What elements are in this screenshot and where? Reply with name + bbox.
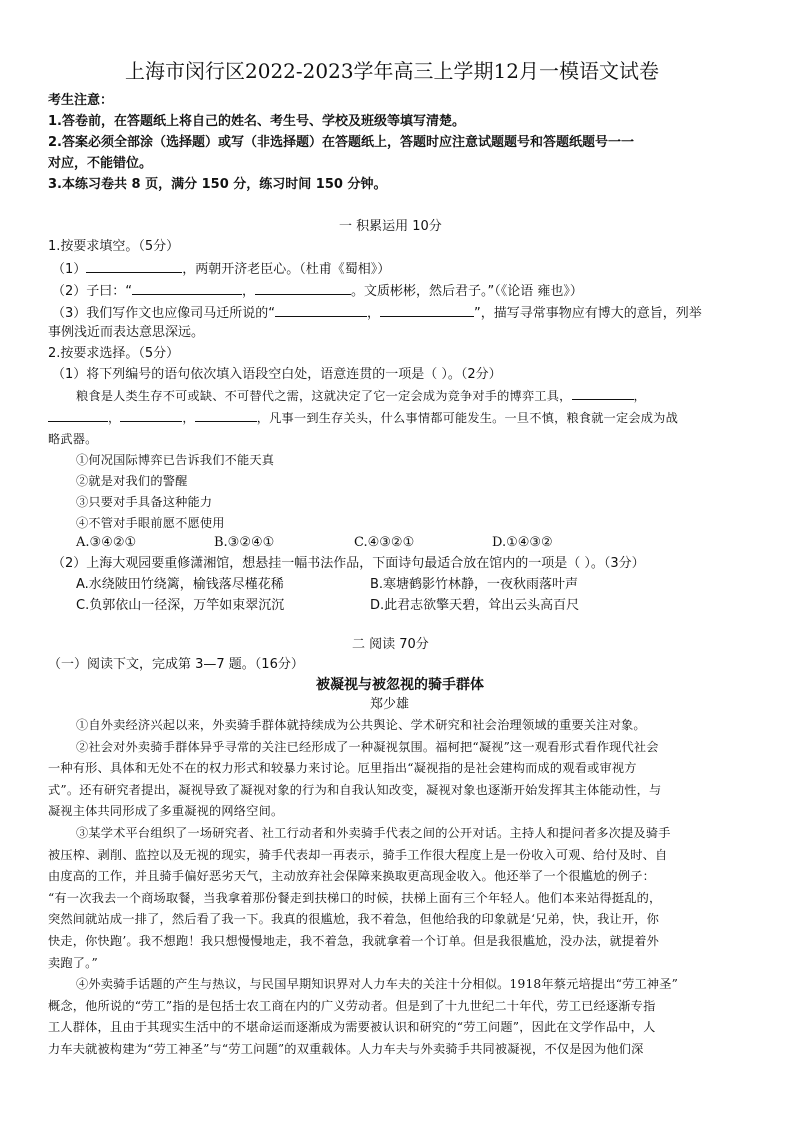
choice-c[interactable]: C.④③②① bbox=[354, 535, 415, 550]
passage-text: 粮食是人类生存不可或缺、不可替代之需，这就决定了它一定会成为竞争对手的博弈工具， bbox=[76, 389, 572, 403]
page-title: 上海市闵行区2022-2023学年高三上学期12月一模语文试卷 bbox=[125, 59, 660, 83]
q1-3-mid: ， bbox=[367, 306, 381, 321]
answer-blank[interactable] bbox=[380, 304, 474, 317]
answer-blank[interactable] bbox=[275, 304, 367, 317]
poem-choice-d[interactable]: D.此君志欲擎天碧，耸出云头高百尺 bbox=[370, 598, 580, 613]
article-line: 式”。还有研究者提出，凝视导致了凝视对象的行为和自我认知改变，凝视对象也逐渐开始发挥其主体能动性，与 bbox=[48, 783, 662, 797]
answer-blank[interactable] bbox=[255, 282, 351, 295]
article-line: ③某学术平台组织了一场研究者、社工行动者和外卖骑手代表之间的公开对话。主持人和提问者多次提及骑手 bbox=[76, 826, 671, 840]
article-line: 快走，你快跑’。我不想跑！我只想慢慢地走，我不着急，我就拿着一个订单。但是我很尴尬，没办法，就提着外 bbox=[48, 934, 660, 948]
passage-blank bbox=[120, 409, 182, 422]
question-1-2 bbox=[52, 282, 583, 301]
passage-text: ，凡事一到生存关头，什么事情都可能发生。一旦不慎，粮食就一定会成为战 bbox=[256, 411, 678, 425]
q1-1-suffix: ，两朝开济老臣心。（杜甫《蜀相》） bbox=[182, 262, 391, 277]
passage-line-3: 略武器。 bbox=[48, 432, 98, 446]
question-1-3-cont: 事例浅近而表达意思深远。 bbox=[48, 325, 205, 340]
question-1-3 bbox=[52, 304, 702, 323]
notice-heading: 考生注意： bbox=[48, 93, 114, 108]
question-2-2: （2）上海大观园要重修潇湘馆，想悬挂一幅书法作品，下面诗句最适合放在馆内的一项是（ ）。（3分） bbox=[52, 556, 645, 571]
poem-choice-a[interactable]: A.水绕陂田竹绕篱，榆钱落尽槿花稀 bbox=[76, 577, 284, 592]
article-line: ④外卖骑手话题的产生与热议，与民国早期知识界对人力车夫的关注十分相似。1918年蔡元培提出“劳工神圣” bbox=[76, 977, 679, 991]
section-2-heading: 二 阅读 70分 bbox=[352, 637, 429, 652]
poem-choice-b[interactable]: B.寒塘鹤影竹林静，一夜秋雨落叶声 bbox=[370, 577, 579, 592]
option-2: ②就是对我们的警醒 bbox=[76, 474, 188, 488]
notice-item-2: 2.答案必须全部涂（选择题）或写（非选择题）在答题纸上，答题时应注意试题题号和答题纸题号一一 bbox=[48, 135, 634, 150]
article-line: ①自外卖经济兴起以来，外卖骑手群体就持续成为公共舆论、学术研究和社会治理领域的重要关注对象。 bbox=[76, 718, 646, 732]
article-line: 被压榨、剥削、监控以及无视的现实，骑手代表却一再表示，骑手工作很大程度上是一份收入可观、给付及时、自 bbox=[48, 848, 668, 862]
choice-b[interactable]: B.③②④① bbox=[214, 535, 275, 550]
article-line: “有一次我去一个商场取餐，当我拿着那份餐走到扶梯口的时候，扶梯上面有三个年轻人。他们本来站得挺乱的， bbox=[48, 891, 662, 905]
article-line: ②社会对外卖骑手群体异乎寻常的关注已经形成了一种凝视氛围。福柯把“凝视”这一观看形式看作现代社会 bbox=[76, 740, 659, 754]
passage-blank bbox=[195, 409, 257, 422]
article-title: 被凝视与被忽视的骑手群体 bbox=[316, 677, 484, 693]
option-1: ①何况国际博弈已告诉我们不能天真 bbox=[76, 453, 275, 467]
q1-2-mid: ， bbox=[242, 284, 256, 299]
reading-intro: （一）阅读下文，完成第 3—7 题。（16分） bbox=[48, 657, 304, 672]
poem-choice-c[interactable]: C.负郭依山一径深，万竿如束翠沉沉 bbox=[76, 598, 285, 613]
article-line: 由度高的工作，并且骑手偏好恶劣天气，主动放弃社会保障来换取更高现金收入。他还举了一个很尴尬的例子： bbox=[48, 869, 655, 883]
article-line: 卖跑了。” bbox=[48, 956, 98, 970]
question-2: 2.按要求选择。（5分） bbox=[48, 346, 180, 361]
article-line: 一种有形、具体和无处不在的权力形式和较暴力来讨论。厄里指出“凝视指的是社会建构而成的观看或审视方 bbox=[48, 761, 637, 775]
choice-a[interactable]: A.③④②① bbox=[76, 535, 137, 550]
passage-comma: ， bbox=[633, 389, 646, 403]
article-line: 工人群体，且由于其现实生活中的不堪命运而逐渐成为需要被认识和研究的“劳工问题”，因此在文学作品中，人 bbox=[48, 1020, 656, 1034]
answer-blank[interactable] bbox=[132, 282, 242, 295]
section-1-heading: 一 积累运用 10分 bbox=[339, 219, 442, 234]
q1-3-prefix: （3）我们写作文也应像司马迁所说的“ bbox=[52, 306, 276, 321]
article-line: 力车夫就被构建为“劳工神圣”与“劳工问题”的双重载体。人力车夫与外卖骑手共同被凝视，不仅是因为他们深 bbox=[48, 1042, 644, 1056]
q1-1-prefix: （1） bbox=[52, 262, 87, 277]
q1-2-suffix: 。文质彬彬，然后君子。”（《论语 雍也》） bbox=[351, 284, 583, 299]
passage-blank bbox=[572, 387, 634, 400]
passage-line-2 bbox=[48, 409, 678, 427]
question-1: 1.按要求填空。（5分） bbox=[48, 239, 180, 254]
q1-2-prefix: （2）子曰：“ bbox=[52, 284, 133, 299]
choice-d[interactable]: D.①④③② bbox=[492, 535, 553, 550]
q1-3-suffix: ”，描写寻常事物应有博大的意旨，列举 bbox=[474, 306, 702, 321]
article-line: 概念，他所说的“劳工”指的是包括士农工商在内的广义劳动者。但是到了十九世纪二十年代，劳工已经逐渐专指 bbox=[48, 999, 656, 1013]
passage-line-1 bbox=[76, 387, 646, 405]
option-3: ③只要对手具备这种能力 bbox=[76, 495, 213, 509]
passage-blank bbox=[48, 409, 108, 422]
answer-blank[interactable] bbox=[86, 260, 182, 273]
question-1-1 bbox=[52, 260, 390, 279]
article-author: 郑少雄 bbox=[370, 697, 410, 712]
notice-item-2-cont: 对应，不能错位。 bbox=[48, 156, 153, 171]
option-4: ④不管对手眼前愿不愿使用 bbox=[76, 516, 225, 530]
passage-comma: ， bbox=[182, 411, 195, 425]
passage-comma: ， bbox=[108, 411, 121, 425]
notice-item-3: 3.本练习卷共 8 页，满分 150 分，练习时间 150 分钟。 bbox=[48, 177, 387, 192]
question-2-1: （1）将下列编号的语句依次填入语段空白处，语意连贯的一项是（ ）。（2分） bbox=[52, 367, 502, 382]
article-line: 突然间就站成一排了，然后看了我一下。我真的很尴尬，我不着急，但他给我的印象就是‘兄弟，快，我让开，你 bbox=[48, 912, 660, 926]
notice-item-1: 1.答卷前，在答题纸上将自己的姓名、考生号、学校及班级等填写清楚。 bbox=[48, 114, 465, 129]
article-line: 凝视主体共同形成了多重凝视的网络空间。 bbox=[48, 804, 284, 818]
